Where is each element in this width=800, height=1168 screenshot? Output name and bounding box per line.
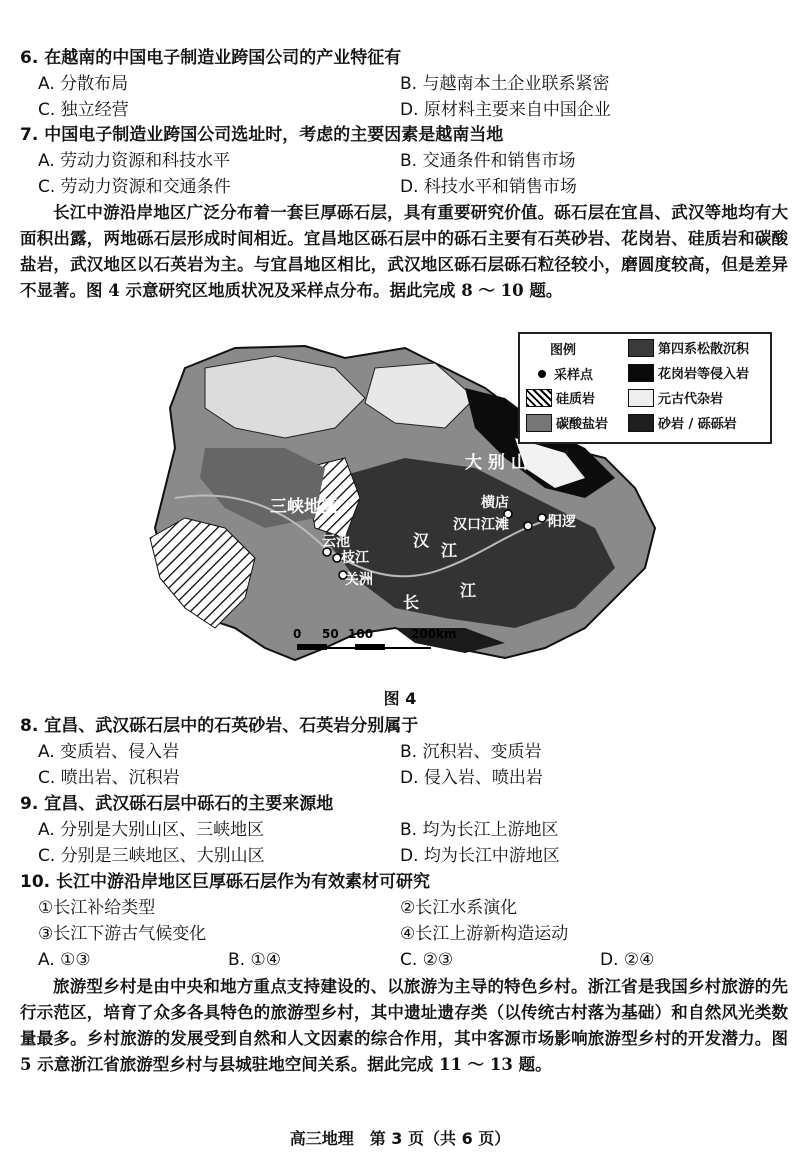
sample-point-icon (538, 370, 546, 378)
label-sanxia: 三峡地区 (270, 497, 338, 517)
legend-label-sandstone: 砂岩 / 砾砾岩 (658, 417, 737, 432)
q7-option-b: B. 交通条件和销售市场 (400, 151, 576, 171)
scale-tick-200km: 200km (411, 627, 457, 641)
q10-stem: 10. 长江中游沿岸地区巨厚砾石层作为有效素材可研究 (20, 872, 431, 892)
legend-title (550, 339, 576, 358)
q10-item-4: ④长江上游新构造运动 (400, 924, 569, 944)
q9-option-c: C. 分别是三峡地区、大别山区 (38, 846, 265, 866)
q6-option-a: A. 分散布局 (38, 74, 129, 94)
legend-item-siliceous (526, 388, 595, 407)
label-chang: 长 (403, 593, 420, 612)
label-dabie: 大 别 山 (465, 453, 528, 473)
legend-swatch-carbonate (526, 414, 552, 432)
legend-swatch-granite (628, 364, 654, 382)
sample-point-zhijiang (333, 554, 341, 562)
label-yangluo: 阳逻 (548, 514, 576, 530)
legend-label-sample: 采样点 (554, 368, 594, 383)
label-jiang-1: 江 (441, 541, 458, 560)
q6-option-c: C. 独立经营 (38, 100, 129, 120)
q7-stem: 7. 中国电子制造业跨国公司选址时，考虑的主要因素是越南当地 (20, 125, 504, 145)
q10-item-3: ③长江下游古气候变化 (38, 924, 207, 944)
q7-option-d: D. 科技水平和销售市场 (400, 177, 577, 197)
legend-item-proterozoic (628, 388, 723, 407)
q10-item-1: ①长江补给类型 (38, 898, 156, 918)
label-hengdian: 横店 (481, 495, 509, 511)
q8-option-a: A. 变质岩、侵入岩 (38, 742, 180, 762)
legend-swatch-sandstone (628, 414, 654, 432)
q9-option-d: D. 均为长江中游地区 (400, 846, 560, 866)
label-han: 汉 (413, 531, 430, 550)
legend-label-siliceous: 硅质岩 (556, 392, 596, 407)
q9-option-b: B. 均为长江上游地区 (400, 820, 559, 840)
label-yunchi: 云池 (322, 534, 350, 550)
q10-option-c: C. ②③ (400, 950, 454, 970)
q6-option-b: B. 与越南本土企业联系紧密 (400, 74, 610, 94)
q6-stem: 6. 在越南的中国电子制造业跨国公司的产业特征有 (20, 48, 402, 68)
q10-option-d: D. ②④ (600, 950, 655, 970)
scale-tick-0: 0 (293, 627, 302, 641)
sample-point-yangluo (538, 514, 546, 522)
q9-option-a: A. 分别是大别山区、三峡地区 (38, 820, 265, 840)
legend-item-quaternary (628, 338, 749, 357)
q9-stem: 9. 宜昌、武汉砾石层中砾石的主要来源地 (20, 794, 334, 814)
label-zhijiang: 枝江 (341, 550, 369, 566)
page-footer: 高三地理 第 3 页（共 6 页） (289, 1129, 511, 1148)
passage-gravel-text: 长江中游沿岸地区广泛分布着一套巨厚砾石层，具有重要研究价值。砾石层在宜昌、武汉等地均有大面积出露，两地砾石层形成时间相近。宜昌地区砾石层中的砾石主要有石英砂岩、花岗岩、硅质岩和碳酸盐岩，武汉地区以石英岩为主。与宜昌地区相比，武汉地区砾石层砾石粒径较小，磨圆度较高，但是差异不显著。图 4 示意研究区地质状况及采样点分布。据此完成 8 ～ 10 题。 (20, 203, 788, 300)
map-legend (518, 332, 772, 444)
q8-stem: 8. 宜昌、武汉砾石层中的石英砂岩、石英岩分别属于 (20, 716, 419, 736)
legend-label-granite: 花岗岩等侵入岩 (658, 367, 750, 382)
q10-option-b: B. ①④ (228, 950, 281, 970)
figure-caption: 图 4 (383, 689, 417, 708)
legend-item-granite (628, 363, 749, 382)
q7-option-c: C. 劳动力资源和交通条件 (38, 177, 231, 197)
q7-option-a: A. 劳动力资源和科技水平 (38, 151, 231, 171)
label-guanzhou: 关洲 (345, 572, 373, 588)
passage-tourism-text: 旅游型乡村是由中央和地方重点支持建设的、以旅游为主导的特色乡村。浙江省是我国乡村旅游的先行示范区，培育了众多各具特色的旅游型乡村，其中遗址遗存类（以传统古村落为基础）和自然风光类数量最多。乡村旅游的发展受到自然和人文因素的综合作用，其中客源市场影响旅游型乡村的开发潜力。图 5 示意浙江省旅游型乡村与县城驻地空间关系。据此完成 11 ～ 13 题。 (20, 977, 788, 1074)
passage-gravel (20, 200, 788, 304)
q10-option-a: A. ①③ (38, 950, 91, 970)
passage-tourism (20, 974, 788, 1078)
q8-option-b: B. 沉积岩、变质岩 (400, 742, 542, 762)
legend-label-proterozoic: 元古代杂岩 (658, 392, 724, 407)
legend-item-sample (538, 364, 593, 383)
legend-item-carbonate (526, 413, 608, 432)
legend-item-sandstone (628, 413, 737, 432)
scale-bar-block (297, 644, 327, 650)
scale-tick-100: 100 (348, 627, 374, 641)
legend-swatch-siliceous (526, 389, 552, 407)
legend-title-text: 图例 (550, 343, 577, 358)
legend-swatch-proterozoic (628, 389, 654, 407)
q8-option-c: C. 喷出岩、沉积岩 (38, 768, 180, 788)
q6-option-d: D. 原材料主要来自中国企业 (400, 100, 611, 120)
q8-option-d: D. 侵入岩、喷出岩 (400, 768, 543, 788)
q10-item-2: ②长江水系演化 (400, 898, 518, 918)
label-jiang-2: 江 (460, 581, 477, 600)
legend-label-carbonate: 碳酸盐岩 (556, 417, 609, 432)
legend-label-quaternary: 第四系松散沉积 (658, 342, 750, 357)
scale-tick-50: 50 (322, 627, 339, 641)
scale-bar-block-2 (355, 644, 385, 650)
sample-point-hankou (524, 522, 532, 530)
label-hankou: 汉口江滩 (453, 517, 509, 533)
legend-swatch-quaternary (628, 339, 654, 357)
